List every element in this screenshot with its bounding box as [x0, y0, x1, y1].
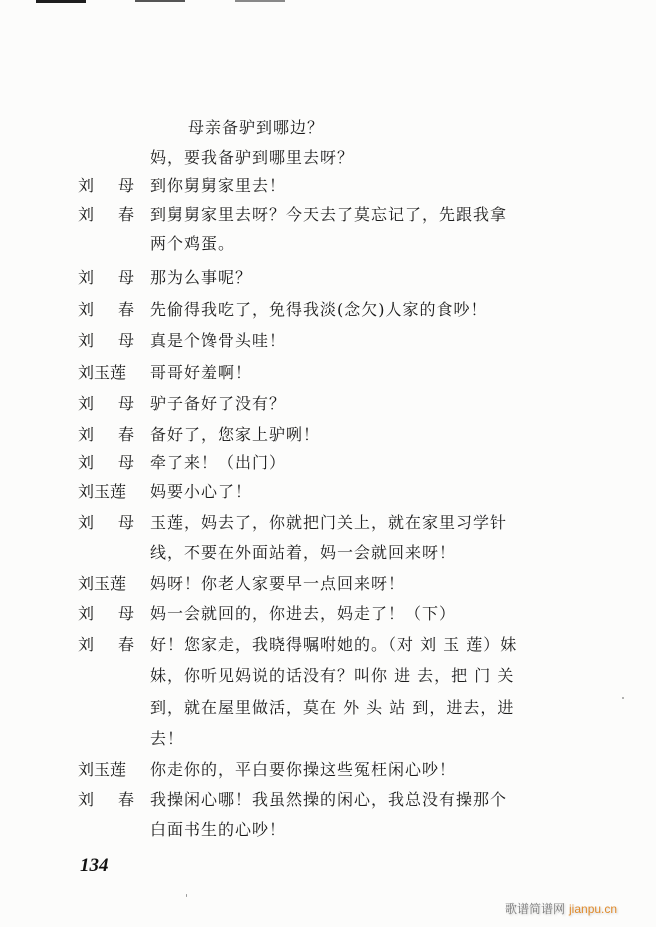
speaker-surname: 刘 [78, 790, 95, 809]
dialogue-text: 线，不要在外面站着，妈一会就回来呀！ [150, 543, 457, 562]
top-edge-mark [135, 0, 185, 2]
speaker-surname: 刘 [78, 604, 95, 623]
dialogue-text: 妹，你听见妈说的话没有？叫你 进 去，把 门 关 [150, 666, 515, 685]
dialogue-text: 先偷得我吃了，免得我淡(念欠)人家的食吵！ [150, 300, 488, 319]
top-edge-mark [36, 0, 86, 3]
speaker-given-name: 春 [118, 205, 135, 224]
dialogue-text: 妈一会就回的，你进去，妈走了！（下） [150, 604, 457, 623]
speaker-given-name: 母 [118, 604, 135, 623]
dialogue-text: 到舅舅家里去呀？今天去了莫忘记了，先跟我拿 [150, 205, 508, 224]
speaker-surname: 刘 [78, 513, 95, 532]
speaker-surname: 刘 [78, 453, 95, 472]
speaker-name: 刘玉莲 [78, 760, 127, 779]
dialogue-text: 那为么事呢？ [150, 268, 253, 287]
speaker-surname: 刘 [78, 300, 95, 319]
dialogue-text: 妈呀！你老人家要早一点回来呀！ [150, 574, 406, 593]
speaker-given-name: 母 [118, 268, 135, 287]
dialogue-text: 去！ [150, 729, 185, 748]
dialogue-text: 妈要小心了！ [150, 482, 253, 501]
dialogue-text: 好！您家走，我晓得嘱咐她的。（对 刘 玉 莲）妹 [150, 635, 518, 654]
dialogue-text: 备好了，您家上驴咧！ [150, 425, 321, 444]
dialogue-text: 妈，要我备驴到哪里去呀？ [150, 148, 355, 167]
speaker-given-name: 母 [118, 331, 135, 350]
speaker-surname: 刘 [78, 331, 95, 350]
dialogue-text: 玉莲，妈去了，你就把门关上，就在家里习学针 [150, 513, 508, 532]
scan-speck [622, 697, 624, 699]
dialogue-text: 到，就在屋里做活，莫在 外 头 站 到，进去，进 [150, 698, 515, 717]
speaker-surname: 刘 [78, 205, 95, 224]
speaker-surname: 刘 [78, 176, 95, 195]
speaker-given-name: 春 [118, 425, 135, 444]
speaker-surname: 刘 [78, 425, 95, 444]
watermark-site-name: 歌谱简谱网 [505, 902, 566, 916]
speaker-given-name: 母 [118, 513, 135, 532]
speaker-name: 刘玉莲 [78, 574, 127, 593]
dialogue-text: 真是个馋骨头哇！ [150, 331, 287, 350]
speaker-name: 刘玉莲 [78, 482, 127, 501]
speaker-name: 刘玉莲 [78, 363, 127, 382]
speaker-surname: 刘 [78, 394, 95, 413]
speaker-surname: 刘 [78, 268, 95, 287]
speaker-given-name: 母 [118, 453, 135, 472]
speaker-surname: 刘 [78, 635, 95, 654]
watermark [505, 900, 617, 917]
top-edge-mark [235, 0, 285, 2]
dialogue-text: 我操闲心哪！我虽然操的闲心，我总没有操那个 [150, 790, 508, 809]
dialogue-text: 你走你的，平白要你操这些冤枉闲心吵！ [150, 760, 457, 779]
dialogue-text: 两个鸡蛋。 [150, 234, 236, 253]
dialogue-text: 母亲备驴到哪边？ [188, 118, 325, 137]
speaker-given-name: 母 [118, 394, 135, 413]
dialogue-text: 驴子备好了没有？ [150, 394, 287, 413]
page-number: 134 [80, 855, 109, 876]
watermark-domain: jianpu.cn [569, 902, 618, 916]
dialogue-text: 牵了来！（出门） [150, 453, 287, 472]
speaker-given-name: 母 [118, 176, 135, 195]
dialogue-text: 哥哥好羞啊！ [150, 363, 253, 382]
dialogue-text: 到你舅舅家里去！ [150, 176, 287, 195]
dialogue-text: 白面书生的心吵！ [150, 820, 287, 839]
speaker-given-name: 春 [118, 790, 135, 809]
speaker-given-name: 春 [118, 300, 135, 319]
scan-speck [186, 894, 187, 897]
speaker-given-name: 春 [118, 635, 135, 654]
